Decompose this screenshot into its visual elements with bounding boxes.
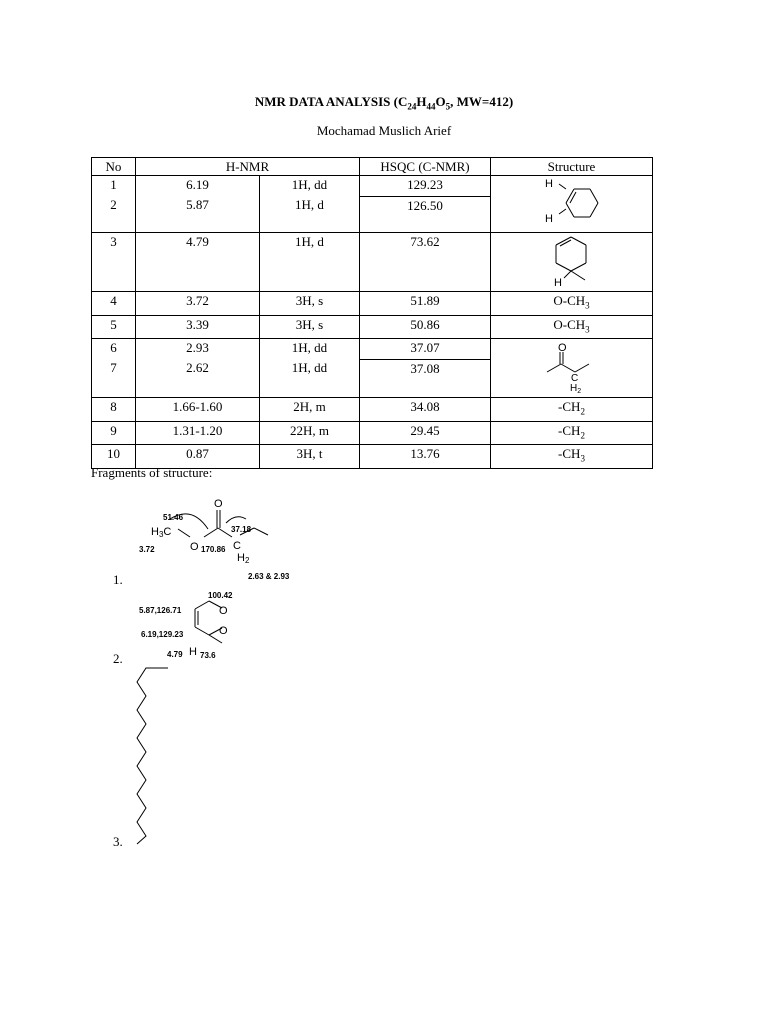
row-structure: $-CH_2$: [491, 421, 653, 445]
shift-2-63-2-93: 2.63 & 2.93: [248, 572, 290, 581]
table-row: [92, 421, 653, 445]
h-label: H: [544, 213, 553, 225]
header-no: No: [92, 158, 136, 176]
row-no: 9: [92, 421, 136, 445]
shift-51-46: 51.46: [163, 513, 184, 522]
row-multiplicity: 1H, dd: [260, 176, 360, 197]
fragment-2-dioxene-drawing: [130, 585, 320, 665]
fragment-1-ester-drawing: [130, 495, 320, 587]
row-shift: 4.79: [136, 233, 260, 292]
row-shift: 1.31-1.20: [136, 421, 260, 445]
header-hsqc: HSQC (C-NMR): [360, 158, 491, 176]
row-no: 1: [92, 176, 136, 197]
row-multiplicity: 22H, m: [260, 421, 360, 445]
row-multiplicity: 1H, dd: [260, 359, 360, 398]
label-5-87: 5.87,126.71: [139, 606, 182, 615]
row-structure: $-CH_3$: [491, 445, 653, 469]
row-carbon-shift: 37.07: [360, 339, 491, 360]
row-multiplicity: 1H, d: [260, 233, 360, 292]
fragment-number: 1.: [113, 572, 123, 587]
table-header-row: [92, 158, 653, 176]
row-shift: 2.93: [136, 339, 260, 360]
row-carbon-shift: 37.08: [360, 359, 491, 398]
row-no: 6: [92, 339, 136, 360]
h2-label: H2: [237, 552, 250, 565]
row-shift: 2.62: [136, 359, 260, 398]
row-carbon-shift: 51.89: [360, 292, 491, 316]
table-row: [92, 233, 653, 292]
o-ester-label: O: [190, 541, 199, 553]
nmr-data-table: [91, 157, 653, 469]
structure-ketone: [491, 339, 653, 398]
row-no: 2: [92, 196, 136, 233]
row-shift: 6.19: [136, 176, 260, 197]
shift-37-18: 37.18: [231, 525, 252, 534]
shift-100-42: 100.42: [208, 591, 233, 600]
label-6-19: 6.19,129.23: [141, 630, 184, 639]
row-structure: $-CH_2$: [491, 398, 653, 422]
shift-3-72: 3.72: [139, 545, 155, 554]
row-multiplicity: 3H, s: [260, 315, 360, 339]
header-structure: Structure: [491, 158, 653, 176]
table-row: [92, 315, 653, 339]
page-title: NMR DATA ANALYSIS ($C_{24}H_{44}O_5$, MW=412): [254, 94, 514, 112]
row-multiplicity: 2H, m: [260, 398, 360, 422]
h-label: H: [189, 646, 197, 658]
o-label: O: [557, 342, 567, 355]
h2-label: $H_2$: [569, 383, 581, 394]
structure-methylcyclohexene: [491, 233, 653, 292]
row-carbon-shift: 126.50: [360, 196, 491, 233]
row-no: 8: [92, 398, 136, 422]
row-no: 5: [92, 315, 136, 339]
row-shift: 0.87: [136, 445, 260, 469]
cyclohexene-drawing: [492, 176, 652, 228]
row-carbon-shift: 13.76: [360, 445, 491, 469]
table-row: [92, 339, 653, 360]
row-carbon-shift: 34.08: [360, 398, 491, 422]
row-shift: 1.66-1.60: [136, 398, 260, 422]
shift-4-79: 4.79: [167, 650, 183, 659]
table-row: [92, 292, 653, 316]
row-structure: $O-CH_3$: [491, 315, 653, 339]
row-multiplicity: 3H, t: [260, 445, 360, 469]
row-no: 4: [92, 292, 136, 316]
row-structure: $O-CH_3$: [491, 292, 653, 316]
row-multiplicity: 1H, dd: [260, 339, 360, 360]
row-carbon-shift: 50.86: [360, 315, 491, 339]
shift-73-6: 73.6: [200, 651, 216, 660]
c-label: C: [233, 540, 241, 552]
o-label: O: [219, 625, 228, 637]
row-carbon-shift: 73.62: [360, 233, 491, 292]
header-hnmr: H-NMR: [136, 158, 360, 176]
row-shift: 5.87: [136, 196, 260, 233]
row-carbon-shift: 129.23: [360, 176, 491, 197]
fragment-3-alkyl-chain-drawing: [130, 662, 180, 848]
row-carbon-shift: 29.45: [360, 421, 491, 445]
fragment-number: 3.: [113, 834, 123, 849]
author-name: Mochamad Muslich Arief: [316, 123, 452, 138]
h3c-label: H3C: [151, 526, 172, 539]
table-row: [92, 176, 653, 197]
ketone-drawing: [492, 339, 652, 393]
c-label: C: [570, 373, 578, 385]
shift-170-86: 170.86: [201, 545, 226, 554]
fragments-heading: Fragments of structure:: [91, 465, 213, 480]
row-multiplicity: 3H, s: [260, 292, 360, 316]
structure-cyclohexene: [491, 176, 653, 233]
row-shift: 3.39: [136, 315, 260, 339]
row-no: 7: [92, 359, 136, 398]
row-shift: 3.72: [136, 292, 260, 316]
o-label: O: [214, 498, 223, 510]
fragment-number: 2.: [113, 651, 123, 666]
row-multiplicity: 1H, d: [260, 196, 360, 233]
row-no: 10: [92, 445, 136, 469]
h-label: H: [553, 277, 562, 287]
table-row: [92, 398, 653, 422]
o-label: O: [219, 605, 228, 617]
methylcyclohexene-drawing: [492, 233, 652, 287]
row-no: 3: [92, 233, 136, 292]
h-label: H: [544, 178, 553, 190]
